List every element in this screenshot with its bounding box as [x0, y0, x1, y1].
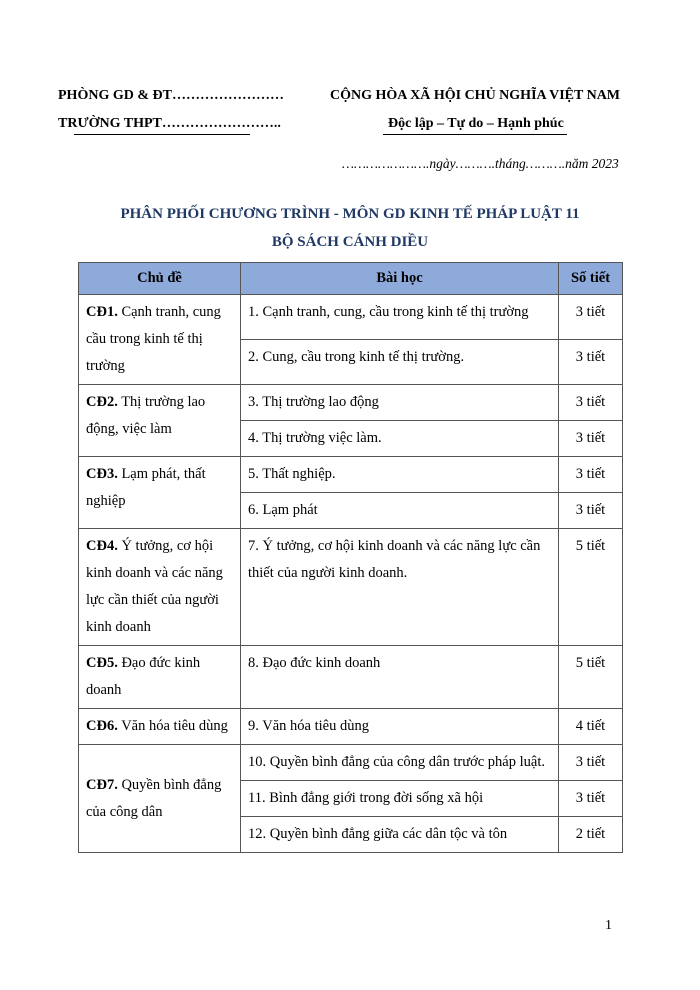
school-label: TRƯỜNG THPT…………………….. — [58, 116, 281, 131]
table-row — [79, 745, 623, 781]
date-line: ………………….ngày……….tháng……….năm 2023 — [342, 156, 619, 171]
lesson-cell: 10. Quyền bình đẳng của công dân trước pháp luật. — [241, 745, 559, 781]
motto: Độc lập – Tự do – Hạnh phúc — [388, 116, 564, 131]
header-topic: Chủ đề — [79, 263, 241, 295]
topic-name: Cạnh tranh, cung cầu trong kinh tế thị trường — [86, 304, 221, 374]
lesson-cell: 2. Cung, cầu trong kinh tế thị trường. — [241, 340, 559, 385]
document-subtitle: BỘ SÁCH CÁNH DIỀU — [271, 234, 429, 250]
lesson-cell: 11. Bình đẳng giới trong đời sống xã hội — [241, 781, 559, 817]
topic-name: Lạm phát, thất nghiệp — [86, 466, 206, 509]
topic-name: Văn hóa tiêu dùng — [117, 718, 228, 734]
periods-cell: 4 tiết — [559, 709, 623, 745]
table-header-row — [79, 263, 623, 295]
table-row — [79, 529, 623, 646]
page-number: 1 — [605, 918, 612, 933]
topic-code: CĐ2. — [86, 394, 118, 410]
lesson-cell: 12. Quyền bình đẳng giữa các dân tộc và tôn — [241, 817, 559, 853]
topic-name: Quyền bình đẳng của công dân — [86, 776, 222, 820]
topic-name: Ý tưởng, cơ hội kinh doanh và các năng lực cần thiết của người kinh doanh — [86, 538, 223, 635]
topic-code: CĐ1. — [86, 304, 118, 320]
country-title: CỘNG HÒA XÃ HỘI CHỦ NGHĨA VIỆT NAM — [330, 88, 621, 103]
topic-code: CĐ3. — [86, 466, 118, 482]
topic-cell — [79, 646, 241, 709]
lesson-cell: 4. Thị trường việc làm. — [241, 421, 559, 457]
lesson-cell: 8. Đạo đức kinh doanh — [241, 646, 559, 709]
periods-cell: 2 tiết — [559, 817, 623, 853]
lesson-cell: 6. Lạm phát — [241, 493, 559, 529]
topic-code: CĐ5. — [86, 655, 118, 671]
table-row — [79, 646, 623, 709]
department-label: PHÒNG GD & ĐT…………………… — [58, 88, 284, 103]
topic-code: CĐ4. — [86, 538, 118, 554]
periods-cell: 3 tiết — [559, 493, 623, 529]
topic-name: Đạo đức kinh doanh — [86, 655, 201, 698]
topic-code: CĐ6. — [86, 718, 118, 734]
periods-cell: 3 tiết — [559, 421, 623, 457]
topic-cell — [79, 295, 241, 385]
periods-cell: 5 tiết — [559, 529, 623, 646]
lesson-cell: 7. Ý tưởng, cơ hội kinh doanh và các năng lực cần thiết của người kinh doanh. — [241, 529, 559, 646]
periods-cell: 3 tiết — [559, 385, 623, 421]
lesson-cell: 9. Văn hóa tiêu dùng — [241, 709, 559, 745]
periods-cell: 3 tiết — [559, 295, 623, 340]
document-title: PHÂN PHỐI CHƯƠNG TRÌNH - MÔN GD KINH TẾ PHÁP LUẬT 11 — [120, 206, 580, 222]
topic-name: Thị trường lao động, việc làm — [86, 394, 206, 437]
table-row — [79, 457, 623, 493]
topic-cell — [79, 385, 241, 457]
periods-cell: 3 tiết — [559, 457, 623, 493]
topic-code: CĐ7. — [86, 776, 118, 793]
topic-cell — [79, 745, 241, 853]
periods-cell: 5 tiết — [559, 646, 623, 709]
lesson-cell: 1. Cạnh tranh, cung, cầu trong kinh tế thị trường — [241, 295, 559, 340]
lesson-cell: 3. Thị trường lao động — [241, 385, 559, 421]
header-periods: Số tiết — [559, 263, 623, 295]
header-lesson: Bài học — [241, 263, 559, 295]
table-row — [79, 385, 623, 421]
lesson-cell: 5. Thất nghiệp. — [241, 457, 559, 493]
topic-cell — [79, 709, 241, 745]
periods-cell: 3 tiết — [559, 340, 623, 385]
topic-cell — [79, 529, 241, 646]
table-row — [79, 709, 623, 745]
school-underline — [74, 134, 250, 135]
curriculum-table — [78, 262, 623, 853]
periods-cell: 3 tiết — [559, 745, 623, 781]
periods-cell: 3 tiết — [559, 781, 623, 817]
table-row — [79, 295, 623, 340]
motto-underline — [383, 134, 567, 135]
topic-cell — [79, 457, 241, 529]
